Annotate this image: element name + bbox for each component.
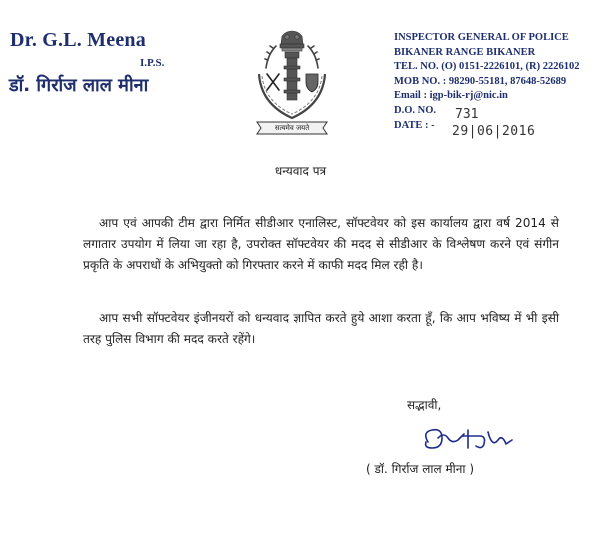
office-email: Email : igp-bik-rj@nic.in — [394, 90, 508, 102]
office-mobile: MOB NO. : 98290-55181, 87648-52689 — [394, 75, 567, 87]
office-telephone: TEL. NO. (O) 0151-2226101, (R) 2226102 — [394, 61, 580, 73]
police-emblem-icon — [251, 30, 333, 136]
letter-paragraph-2: आप सभी सॉफ्टवेयर इंजीनयरों को धन्यवाद ज्ञापित करते हुये आशा करता हूँ, कि आप भविष्य में भी इसी तरह पुलिस विभाग की मदद करते रहेंगे। — [83, 311, 559, 346]
closing-salutation: सद्भावी, — [407, 398, 442, 412]
dono-label: D.O. NO. — [394, 104, 436, 116]
sender-name-english: Dr. G.L. Meena — [10, 29, 146, 51]
letter-heading: धन्यवाद पत्र — [274, 164, 327, 178]
sender-name-hindi: डॉ. गिर्राज लाल मीना — [9, 75, 149, 96]
date-label: DATE : - — [394, 119, 435, 131]
dono-value: 731 — [455, 107, 479, 122]
emblem-motto: सत्यमेव जयते — [274, 124, 310, 132]
office-location: BIKANER RANGE BIKANER — [394, 46, 536, 58]
signature-icon — [416, 422, 526, 460]
sender-service: I.P.S. — [140, 57, 165, 69]
date-value: 29|06|2016 — [452, 124, 536, 139]
signatory-name: ( डॉ. गिर्राज लाल मीना ) — [366, 462, 474, 476]
letter-paragraph-1: आप एवं आपकी टीम द्वारा निर्मित सीडीआर एनालिस्ट, सॉफ्टवेयर को इस कार्यालय द्वारा वर्ष 2014 से लगातार उपयोग में लिया जा रहा है, उपरोक्त सॉफ्टवेयर की मदद से सीडीआर के विश्लेषण करने एवं संगीन प्रकृति के अपराधों के अभियुक्तो को गिरफ्तार करने में काफी मदद मिल रही है। — [83, 216, 559, 272]
office-title: INSPECTOR GENERAL OF POLICE — [394, 32, 569, 43]
office-details — [394, 31, 599, 133]
